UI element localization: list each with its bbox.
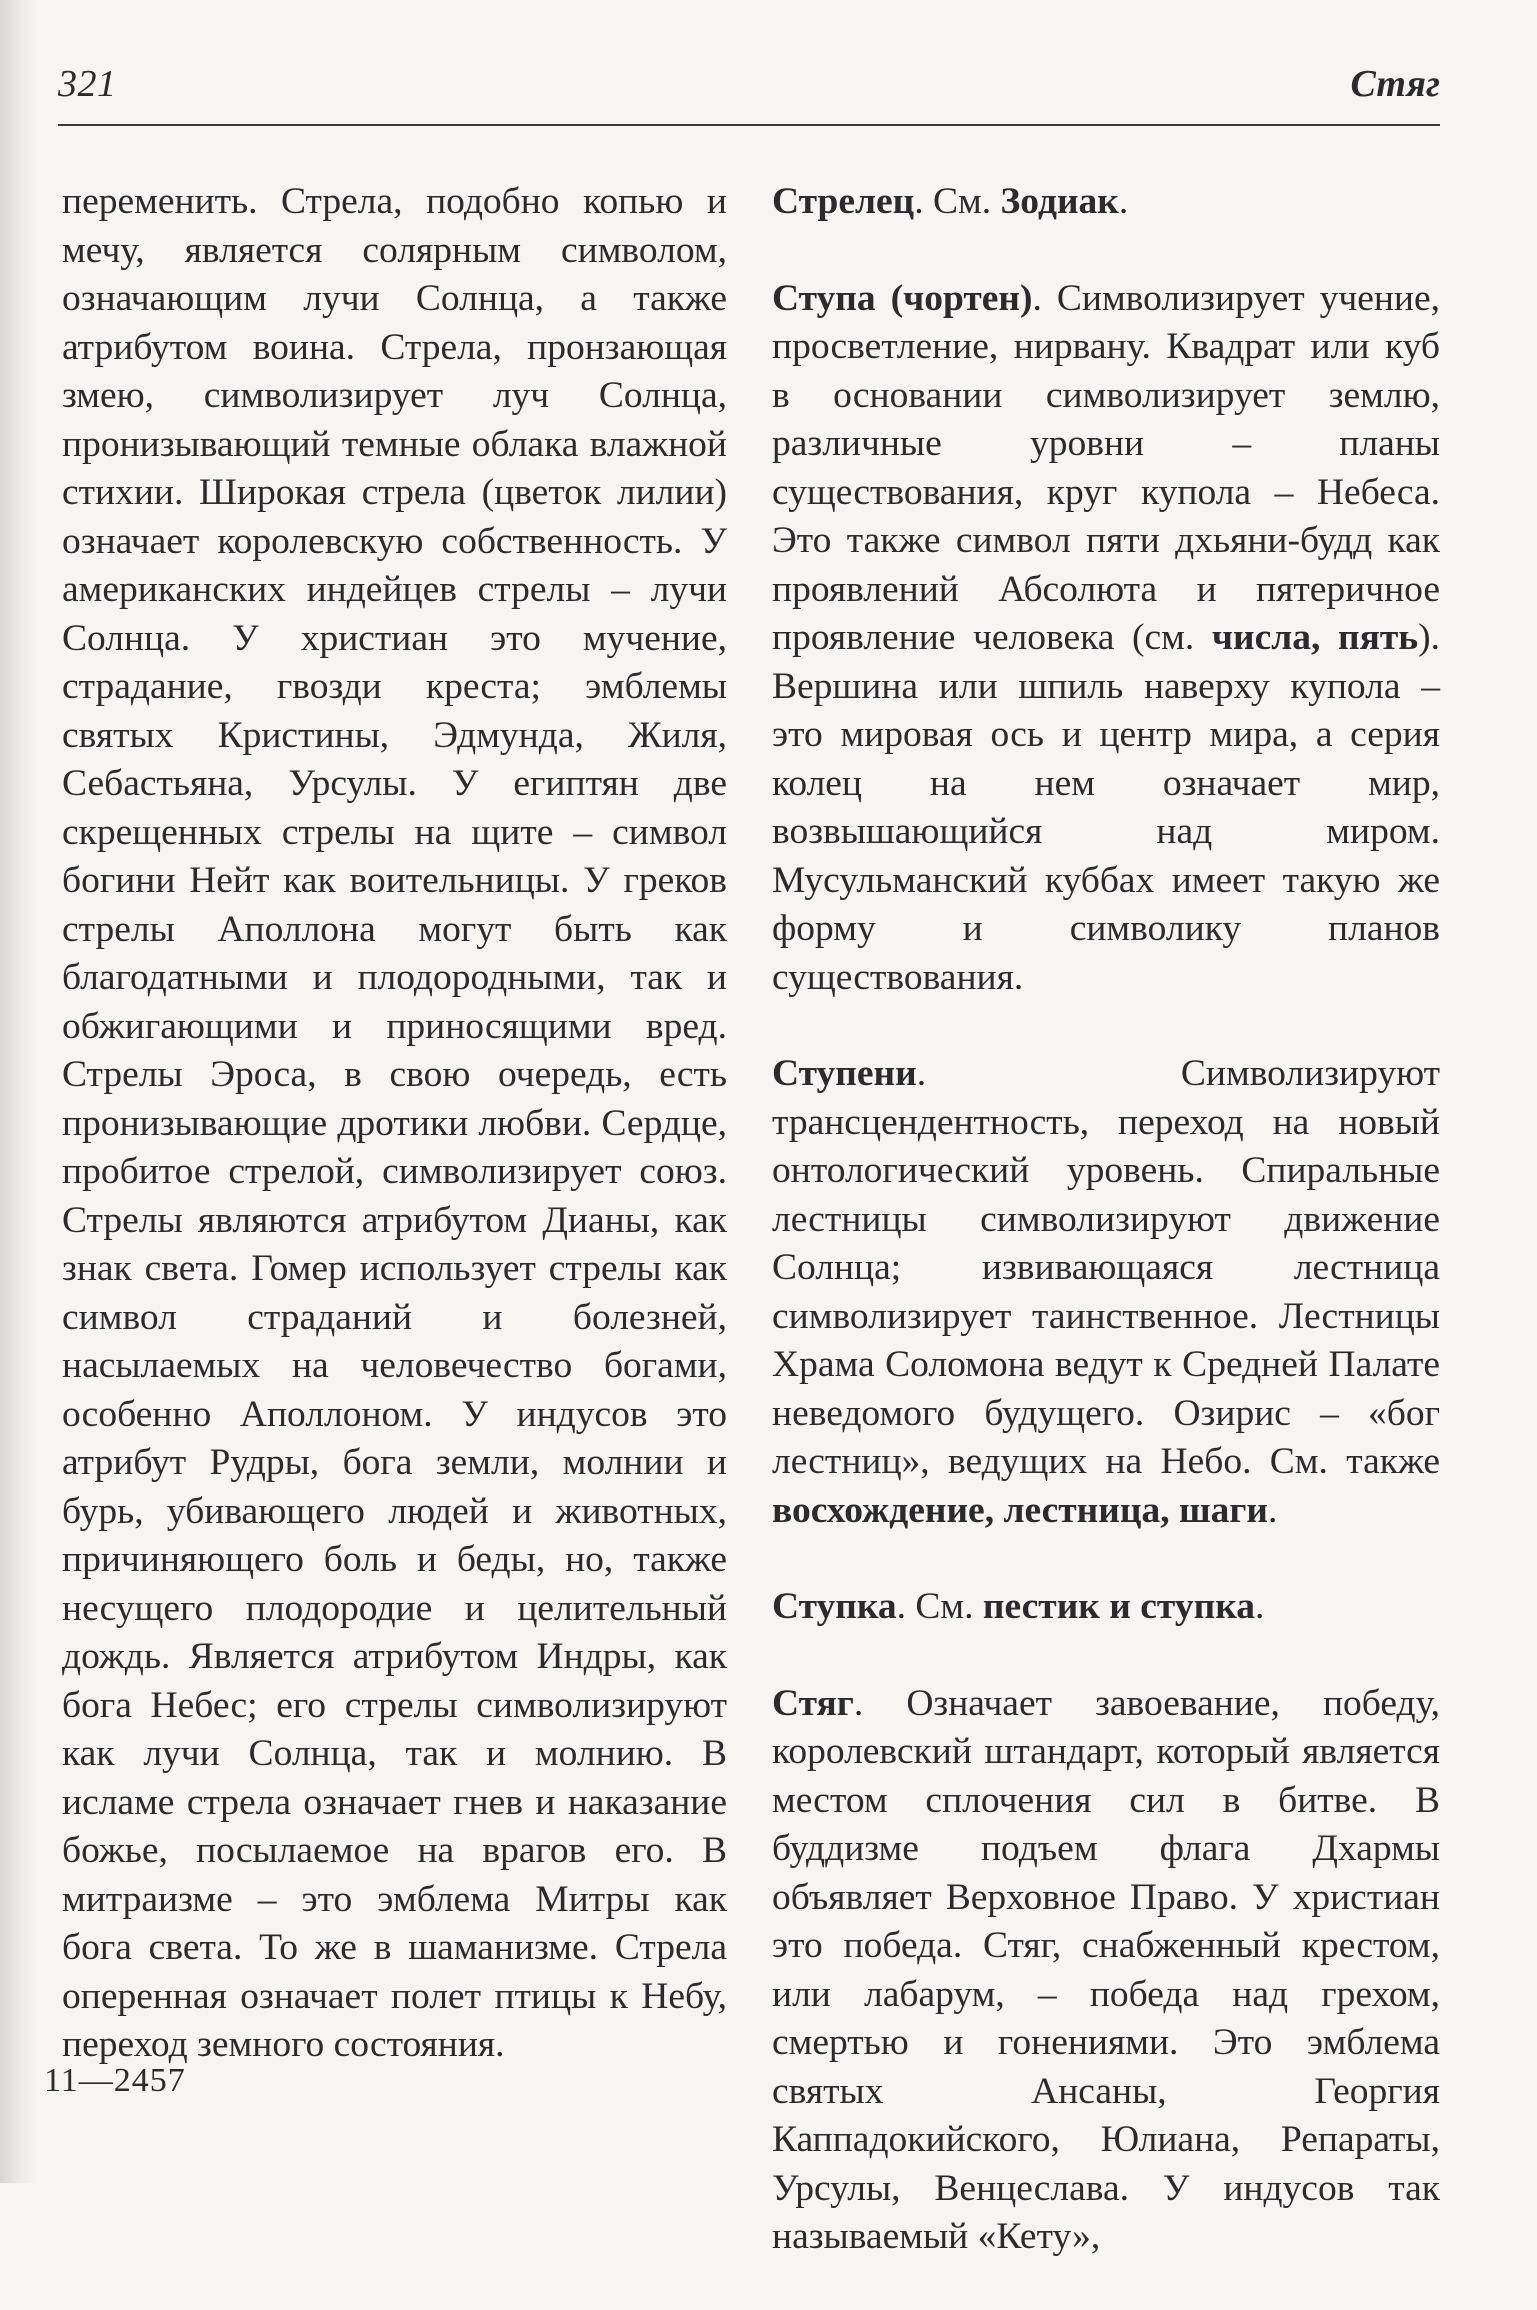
entry-stupeni (772, 1050, 1440, 1535)
entry-body: . См. (896, 1586, 983, 1627)
header-rule (58, 124, 1440, 126)
entry-tail: . (1118, 181, 1129, 222)
entry-stupa (772, 275, 1440, 1003)
entry-cross-reference: восхождение, лестница, шаги (772, 1489, 1269, 1531)
printer-signature: 11—2457 (44, 2062, 186, 2099)
entry-strelets (772, 178, 1440, 227)
entry-body: . Символизируют трансцендентность, переход на новый онтологический уровень. Спиральные лестницы символизируют движение Солнца; извивающаяся лестница символизирует таинственное. Лестницы Храма Соломона ведут к Средней Палате неведомого будущего. Озирис – «бог лестниц», ведущих на Небо. См. также (772, 1053, 1440, 1482)
entry-tail: . (1254, 1586, 1265, 1627)
entry-cross-reference: пестик и ступка (982, 1586, 1255, 1627)
entry-stupka (772, 1583, 1440, 1632)
page-edge-shadow (0, 0, 38, 2183)
continued-entry-text: переменить. Стрела, подобно копью и мечу, является солярным символом, означающим лучи Солнца, а также атрибутом воина. Стрела, пронзающая змею, символизирует луч Солнца, пронизывающий темные облака влажной стихии. Широкая стрела (цветок лилии) означает королевскую собственность. У американских индейцев стрелы – лучи Солнца. У христиан это мучение, страдание, гвозди креста; эмблемы святых Кристины, Эдмунда, Жиля, Себастьяна, Урсулы. У египтян две скрещенных стрелы на щите – символ богини Нейт как воительницы. У греков стрелы Аполлона могут быть как благодатными и плодородными, так и обжигающими и приносящими вред. Стрелы Эроса, в свою очередь, есть пронизывающие дротики любви. Сердце, пробитое стрелой, символизирует союз. Стрелы являются атрибутом Дианы, как знак света. Гомер использует стрелы как символ страданий и болезней, насылаемых на человечество богами, особенно Аполлоном. У индусов это атрибут Рудры, бога земли, молнии и бурь, убивающего людей и животных, причиняющего боль и беды, но, также несущего плодородие и целительный дождь. Является атрибутом Индры, как бога Небес; его стрелы символизируют как лучи Солнца, так и молнию. В исламе стрела означает гнев и наказание божье, посылаемое на врагов его. В митраизме – это эмблема Митры как бога света. То же в шаманизме. Стрела оперенная означает полет птицы к Небу, переход земного состояния. (62, 181, 727, 2065)
entry-term: Стяг (772, 1682, 854, 1724)
right-column (772, 178, 1440, 2310)
page-number: 321 (58, 63, 117, 105)
entry-styag (772, 1680, 1440, 2262)
entry-term: Ступени (772, 1053, 917, 1094)
entry-body: . Означает завоевание, победу, королевский штандарт, который является местом сплочения сил в битве. В буддизме подъем флага Дхармы объявляет Верховное Право. У христиан это победа. Стяг, снабженный крестом, или лабарум, – победа над грехом, смертью и гонениями. Это эмблема святых Ансаны, Георгия Каппадокийского, Юлиана, Репараты, Урсулы, Венцеслава. У индусов так называемый «Кету», (772, 1682, 1440, 2257)
entry-tail: ). Вершина или шпиль наверху купола – это мировая ось и центр мира, а серия колец на нем означает мир, возвышающийся над миром. Мусульманский куббах имеет такую же форму и символику планов существования. (772, 617, 1440, 998)
entry-term: Ступка (772, 1586, 897, 1627)
left-column (62, 178, 727, 2070)
page-header (58, 58, 1440, 130)
entry-tail: . (1268, 1489, 1278, 1531)
entry-cross-reference: числа, пять (1211, 617, 1419, 658)
entry-cross-reference: Зодиак (1000, 181, 1119, 222)
running-head: Стяг (1350, 63, 1440, 105)
entry-term: Ступа (чортен) (772, 277, 1033, 319)
entry-term: Стрелец (772, 181, 915, 222)
entry-body: . См. (914, 181, 1001, 222)
entry-body: . Символизирует учение, просветление, нирвану. Квадрат или куб в основании символизирует землю, различные уровни – планы существования, круг купола – Небеса. Это также символ пяти дхьяни-будд как проявлений Абсолюта и пятеричное проявление человека (см. (772, 277, 1440, 658)
